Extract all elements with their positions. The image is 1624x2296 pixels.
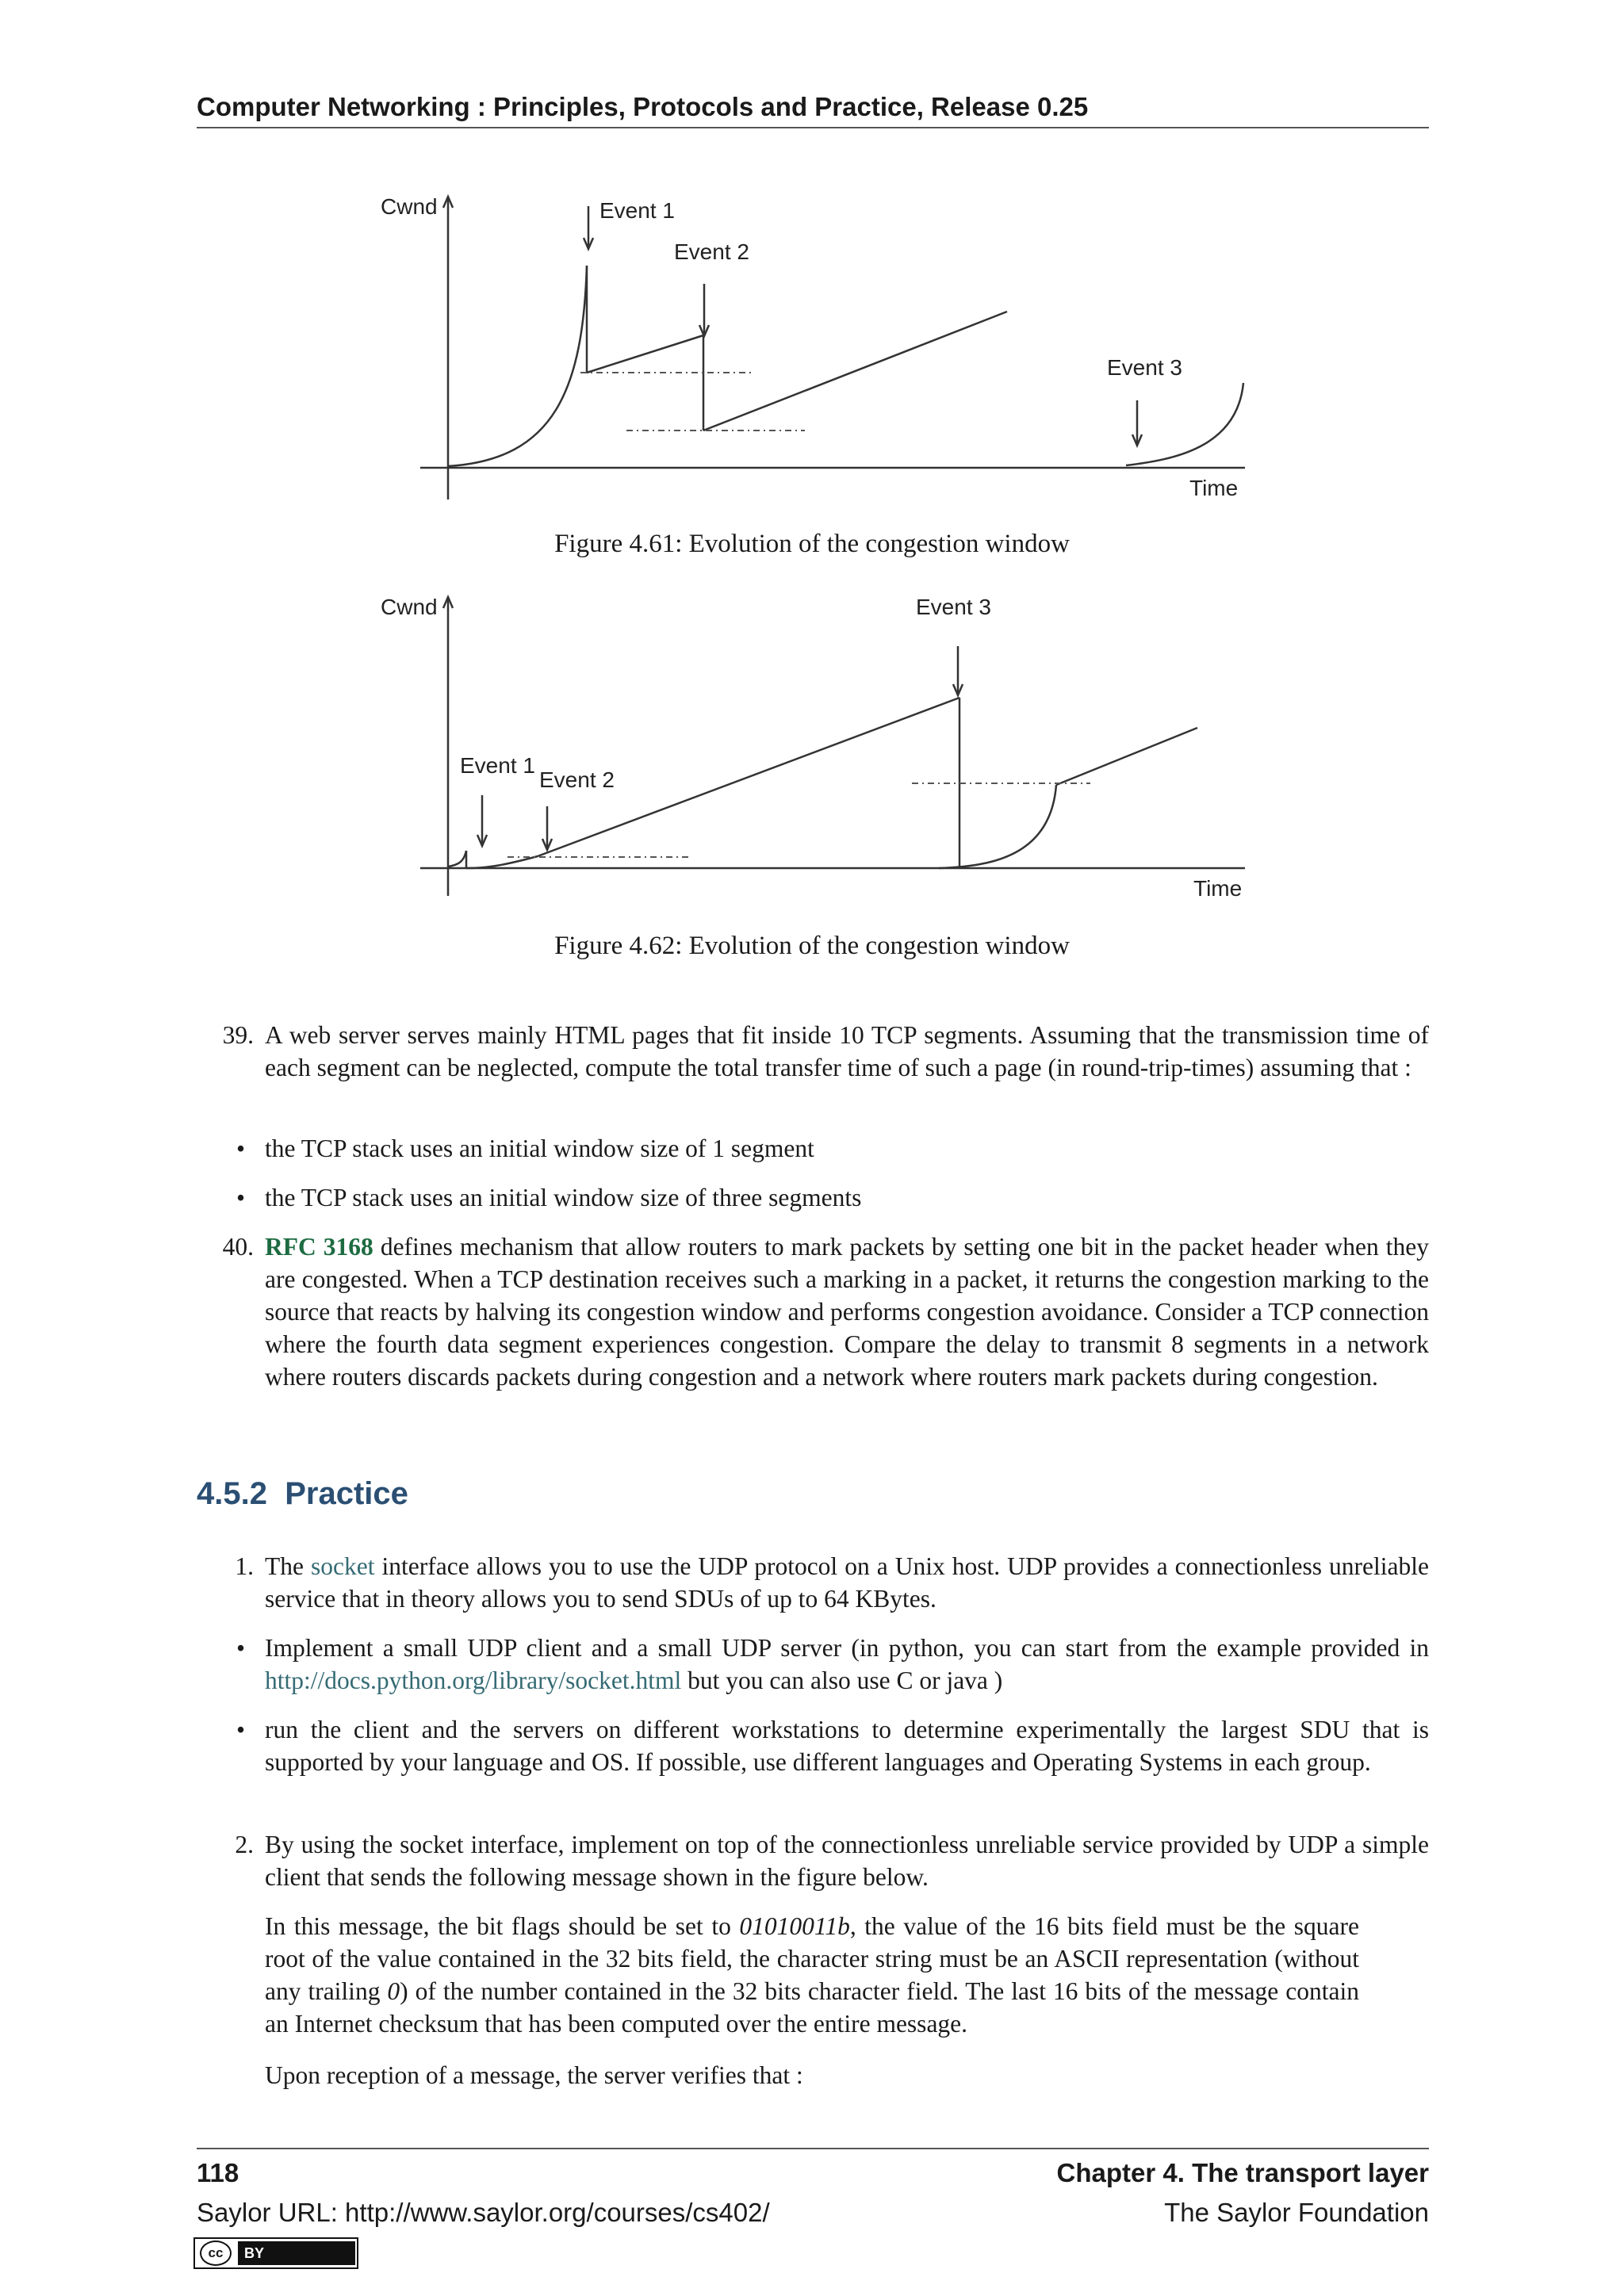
linear-segment-2: [703, 312, 1007, 430]
saylor-url: Saylor URL: http://www.saylor.org/courses/cs402/: [197, 2198, 770, 2227]
restart-curve: [1126, 383, 1243, 465]
linear-segment-1: [587, 335, 703, 373]
running-header: Computer Networking : Principles, Protocols and Practice, Release 0.25: [197, 92, 1089, 121]
y-axis-label: Cwnd: [381, 595, 438, 619]
linear-growth-2: [1056, 728, 1197, 785]
event1-label: Event 1: [599, 198, 675, 223]
practice-text: The socket interface allows you to use the UDP protocol on a Unix host. UDP provides a connectionless unreliable service that in theory allows you to send SDUs of up to 64 KBytes.: [265, 1552, 1429, 1613]
socket-link[interactable]: socket: [311, 1552, 375, 1580]
by-label: BY: [238, 2241, 355, 2265]
python-socket-docs-link[interactable]: http://docs.python.org/library/socket.html: [265, 1667, 682, 1694]
practice-text: By using the socket interface, implement on top of the connectionless unreliable service provided by UDP a simple client that sends the following message shown in the figure below.: [265, 1831, 1429, 1891]
figure-congestion-window-2: [373, 583, 1261, 908]
cc-by-license-badge[interactable]: [193, 2237, 358, 2269]
event2-label: Event 2: [539, 767, 615, 792]
bullet-text: Implement a small UDP client and a small UDP server (in python, you can start from the example provided in http://docs.python.org/library/socket.html but you can also use C or java ): [265, 1634, 1429, 1694]
figure-caption-2: Figure 4.62: Evolution of the congestion window: [554, 932, 1070, 960]
rfc-3168-link[interactable]: RFC 3168: [265, 1233, 373, 1261]
bullet-text: run the client and the servers on different workstations to determine experimentally the largest SDU that is supported by your language and OS. If possible, use different languages and Operating Systems in each group.: [265, 1716, 1429, 1776]
cc-icon: cc: [200, 2241, 232, 2266]
exercise-text: RFC 3168 defines mechanism that allow routers to mark packets by setting one bit in the packet header when they are congested. When a TCP destination receives such a marking in a packet, it returns the congestion marking to the source that reacts by halving its congestion window and performs congestion avoidance. Consider a TCP connection where the fourth data segment experiences congestion. Compare the delay to transmit 8 segments in a network where routers discards packets during congestion and a network where routers mark packets during congestion.: [265, 1233, 1429, 1391]
practice-number: 1.: [235, 1552, 254, 1580]
event1-label: Event 1: [460, 753, 535, 778]
x-axis-label: Time: [1193, 876, 1243, 901]
slow-start-2: [466, 856, 538, 868]
practice-number: 2.: [235, 1831, 254, 1858]
figure-congestion-window-1: [373, 182, 1261, 515]
slow-start-3: [939, 785, 1056, 868]
event3-label: Event 3: [916, 595, 991, 619]
exercise-text: A web server serves mainly HTML pages that fit inside 10 TCP segments. Assuming that the transmission time of each segment can be neglected, compute the total transfer time of such a page (in round-trip-times) assuming that :: [265, 1021, 1429, 1081]
figure-caption-1: Figure 4.61: Evolution of the congestion window: [554, 530, 1070, 558]
message-description: In this message, the bit flags should be set to 01010011b, the value of the 16 bits field must be the square root of the value contained in the 32 bits field, the character string must be an ASCII representation (without any trailing 0) of the number contained in the 32 bits character field. The last 16 bits of the message contain an Internet checksum that has been computed over the entire message.: [265, 1912, 1359, 2038]
bullet-text: the TCP stack uses an initial window size of 1 segment: [265, 1135, 814, 1162]
event2-label: Event 2: [674, 239, 749, 264]
bullet-text: the TCP stack uses an initial window size of three segments: [265, 1184, 862, 1211]
x-axis-label: Time: [1189, 476, 1239, 500]
event3-label: Event 3: [1107, 355, 1182, 380]
initial-spike: [448, 851, 466, 867]
saylor-foundation: The Saylor Foundation: [1164, 2198, 1429, 2227]
exercise-number: 40.: [222, 1233, 254, 1261]
page-number: 118: [197, 2158, 239, 2187]
slow-start-curve: [448, 266, 587, 466]
header-rule: [197, 127, 1429, 128]
server-verification: Upon reception of a message, the server verifies that :: [265, 2061, 803, 2089]
chapter-title: Chapter 4. The transport layer: [1056, 2158, 1429, 2187]
y-axis-label: Cwnd: [381, 194, 438, 219]
section-heading: 4.5.2 Practice: [197, 1476, 408, 1511]
footer-rule: [197, 2148, 1429, 2149]
exercise-number: 39.: [222, 1021, 254, 1049]
